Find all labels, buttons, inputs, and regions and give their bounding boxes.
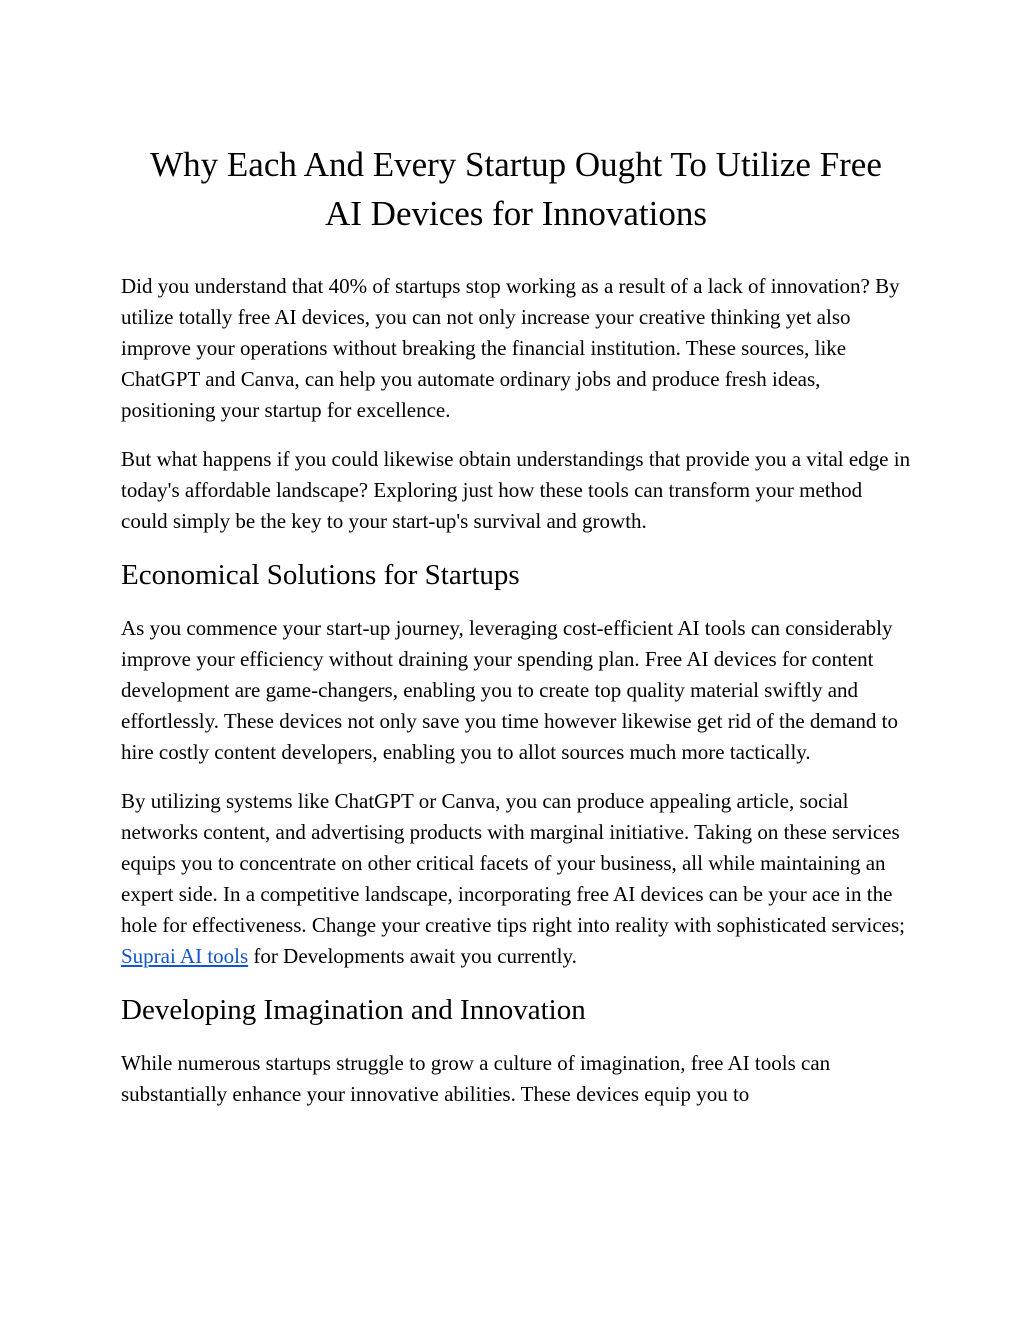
section1-paragraph-1: As you commence your start-up journey, leveraging cost-efficient AI tools can considerably improve your efficiency without draining your spending plan. Free AI devices for content development are game-changers, enabling you to create top quality material swiftly and effortlessly. These devices not only save you time however likewise get rid of the demand to hire costly content developers, enabling you to allot sources much more tactically. — [121, 616, 898, 764]
intro-paragraph-2: But what happens if you could likewise obtain understandings that provide you a vital edge in today's affordable landscape? Exploring just how these tools can transform your method could simply be the key to your start-up's survival and growth. — [121, 447, 911, 533]
document-title — [121, 140, 911, 238]
paragraph-text-before-link: By utilizing systems like ChatGPT or Canva, you can produce appealing article, social networks content, and advertising products with marginal initiative. Taking on these services equips you to concentrate on other critical facets of your business, all while maintaining an expert side. In a competitive landscape, incorporating free AI devices can be your ace in the hole for effectiveness. Change your creative tips right into reality with sophisticated services; — [121, 789, 905, 937]
section1-paragraph-2 — [121, 786, 911, 972]
section-heading-developing-imagination: Developing Imagination and Innovation — [121, 994, 586, 1026]
document-page — [121, 140, 911, 1128]
intro-paragraph-1: Did you understand that 40% of startups stop working as a result of a lack of innovation? By utilize totally free AI devices, you can not only increase your creative thinking yet also improve your operations without breaking the financial institution. These sources, like ChatGPT and Canva, can help you automate ordinary jobs and produce fresh ideas, positioning your startup for excellence. — [121, 274, 900, 422]
paragraph-text-after-link: for Developments await you currently. — [248, 944, 577, 968]
title-line-1: Why Each And Every Startup Ought To Utilize Free — [150, 145, 882, 184]
section2-paragraph-1: While numerous startups struggle to grow a culture of imagination, free AI tools can substantially enhance your innovative abilities. These devices equip you to — [121, 1051, 831, 1106]
section-heading-economical-solutions: Economical Solutions for Startups — [121, 559, 520, 591]
suprai-ai-tools-link[interactable]: Suprai AI tools — [121, 944, 249, 968]
title-line-2: AI Devices for Innovations — [325, 194, 707, 233]
